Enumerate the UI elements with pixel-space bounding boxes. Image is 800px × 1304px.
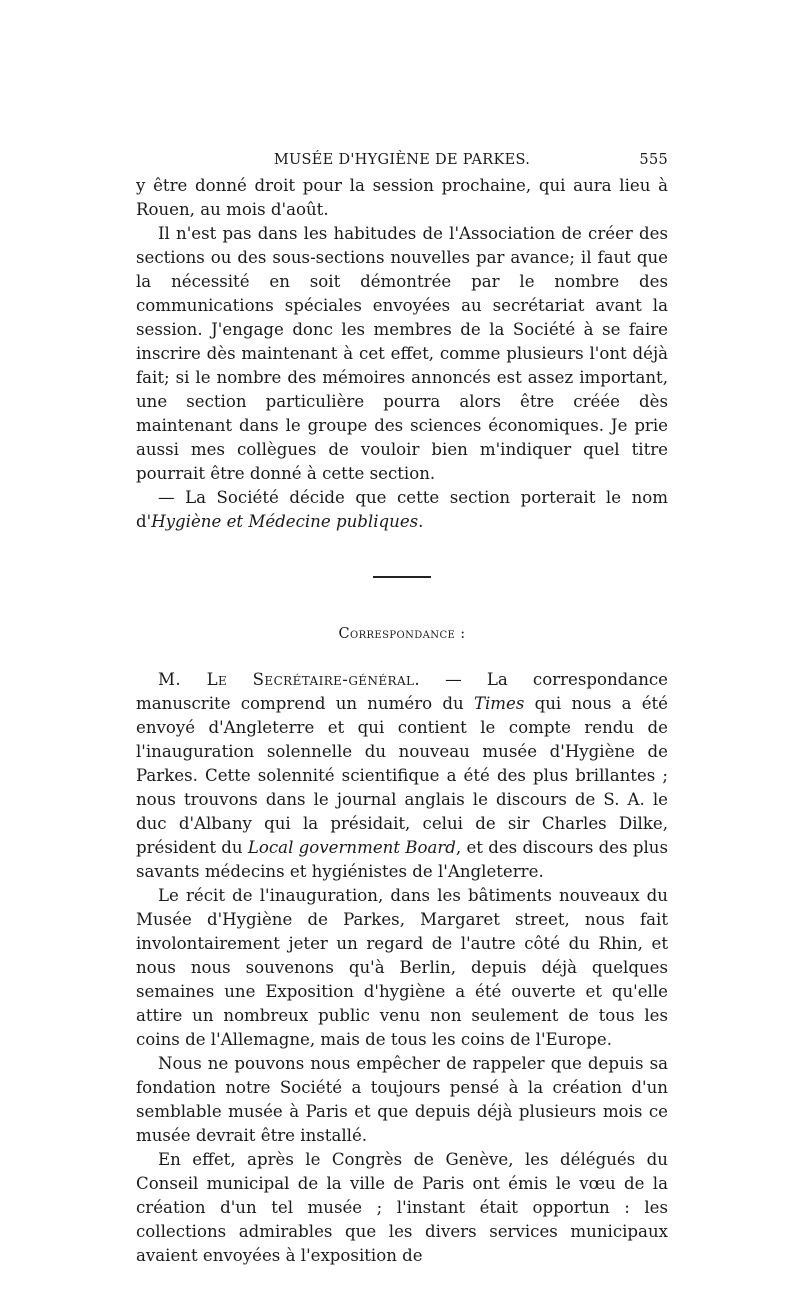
society-decision bbox=[136, 486, 668, 534]
local-government-board: Local government Board bbox=[247, 838, 456, 857]
intro-paragraph-2: Il n'est pas dans les habitudes de l'Association de créer des sections ou des sous-sections nouvelles par avance; il faut que la nécessité en soit démontrée par le nombre des communications spéciales envoyées au secrétariat avant la session. J'engage donc les membres de la Société à se faire inscrire dès maintenant à cet effet, comme plusieurs l'ont déjà fait; si le nombre des mémoires annoncés est assez important, une section particulière pourra alors être créée dès maintenant dans le groupe des sciences économiques. Je prie aussi mes collègues de vouloir bien m'indiquer quel titre pourrait être donné à cette section. bbox=[136, 224, 668, 483]
decision-end: . bbox=[418, 512, 424, 531]
times-title: Times bbox=[473, 694, 525, 713]
intro-paragraph-1: y être donné droit pour la session prochaine, qui aura lieu à Rouen, au mois d'août. bbox=[136, 176, 668, 219]
corr-text-b: qui nous a été envoyé d'Angleterre et qui contient le compte rendu de l'inauguration solennelle du nouveau musée d'Hygiène de Parkes. Cette solennité scientifique a été des plus brillantes ; nous trouvons dans le journal anglais le discours de S. A. le duc d'Albany qui la présidait, celui de sir Charles Dilke, président du bbox=[136, 694, 669, 857]
decision-text: — La Société décide que cette section porterait le nom d' bbox=[136, 488, 668, 531]
correspondance-paragraph-2: Le récit de l'inauguration, dans les bâtiments nouveaux du Musée d'Hygiène de Parkes, Margaret street, nous fait involontairement jeter un regard de l'autre côté du Rhin, et nous nous souvenons qu'à Berlin, depuis déjà quelques semaines une Exposition d'hygiène a été ouverte et qu'elle attire un nombreux public venu non seulement de tous les coins de l'Allemagne, mais de tous les coins de l'Europe. bbox=[136, 886, 668, 1049]
speaker-name: M. Le Secrétaire-général. bbox=[158, 670, 421, 689]
body-text bbox=[136, 174, 668, 1268]
corr-text-a: — La correspondance manuscrite comprend un numéro du bbox=[136, 670, 669, 713]
book-page bbox=[136, 152, 668, 1268]
correspondance-paragraph-3: Nous ne pouvons nous empêcher de rappeler que depuis sa fondation notre Société a toujours pensé à la création d'un semblable musée à Paris et que depuis déjà plusieurs mois ce musée devrait être installé. bbox=[136, 1054, 668, 1145]
page-number: 555 bbox=[639, 152, 668, 168]
correspondance-paragraph-1 bbox=[136, 668, 668, 884]
corr-text-c: , et des discours des plus savants médecins et hygiénistes de l'Angleterre. bbox=[136, 838, 668, 881]
running-head bbox=[136, 152, 668, 174]
running-title: MUSÉE D'HYGIÈNE DE PARKES. bbox=[273, 152, 531, 168]
section-name: Hygiène et Médecine publiques bbox=[151, 512, 419, 531]
correspondance-paragraph-4: En effet, après le Congrès de Genève, les délégués du Conseil municipal de la ville de Paris ont émis le vœu de la création d'un tel musée ; l'instant était opportun : les collections admirables que les divers services municipaux avaient envoyées à l'exposition de bbox=[136, 1150, 668, 1265]
section-heading-correspondance: Correspondance : bbox=[338, 626, 466, 642]
section-divider bbox=[373, 576, 431, 578]
